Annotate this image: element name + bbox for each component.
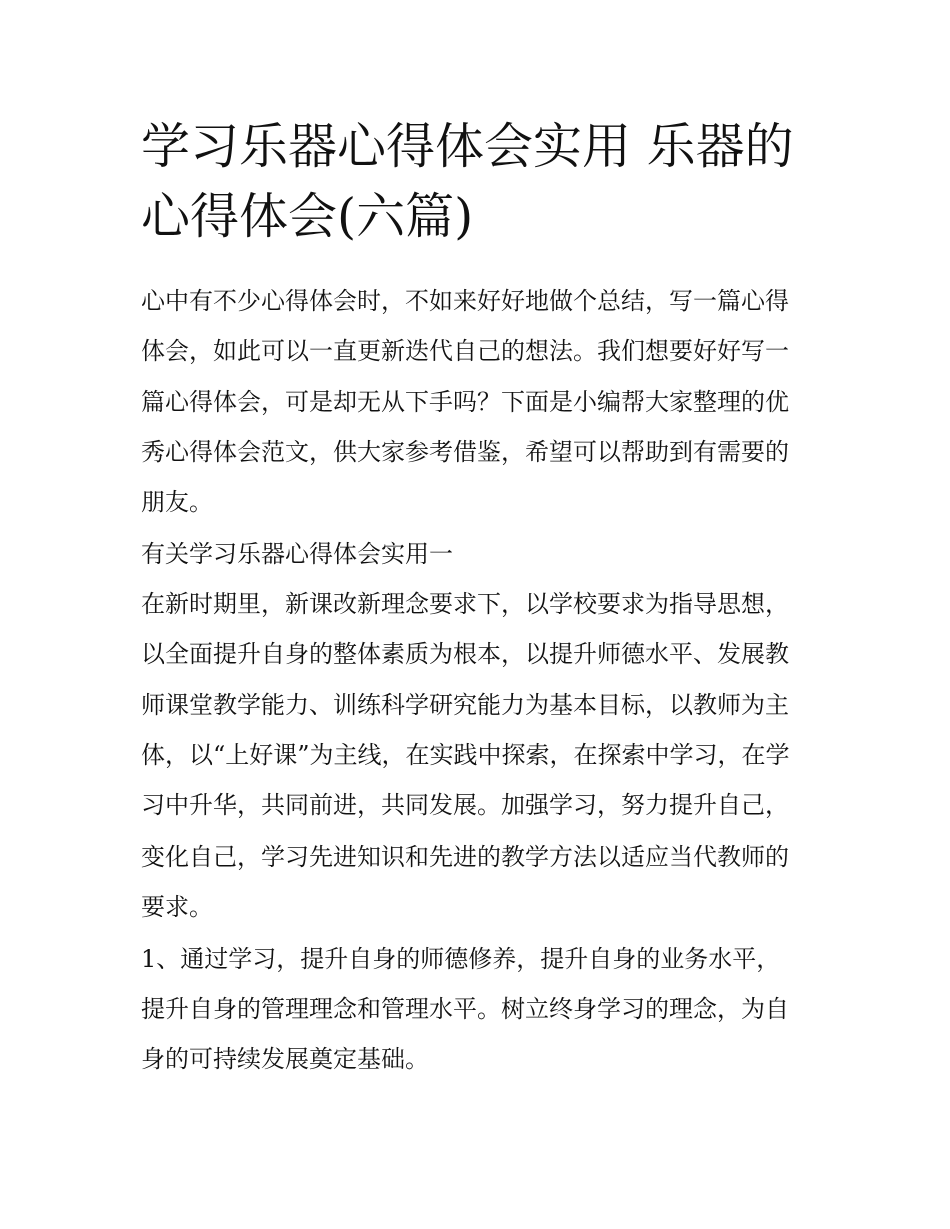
section-line: 体，以“上好课”为主线，在实践中探索，在探索中学习，在学: [141, 741, 790, 769]
section-line: 师课堂教学能力、训练科学研究能力为基本目标，以教师为主: [141, 691, 789, 719]
section-line: 习中升华，共同前进，共同发展。加强学习，努力提升自己，: [141, 791, 789, 819]
intro-line: 篇心得体会，可是却无从下手吗？下面是小编帮大家整理的优: [141, 388, 789, 416]
document-title: [141, 112, 821, 252]
item-line: 提升自身的管理理念和管理水平。树立终身学习的理念，为自: [141, 995, 789, 1023]
intro-line: 朋友。: [141, 488, 213, 516]
section-heading: 有关学习乐器心得体会实用一: [141, 540, 453, 568]
section-line: 在新时期里，新课改新理念要求下，以学校要求为指导思想，: [141, 590, 789, 618]
title-line: 心得体会(六篇): [141, 188, 474, 245]
intro-line: 秀心得体会范文，供大家参考借鉴，希望可以帮助到有需要的: [141, 438, 789, 466]
item-line: 身的可持续发展奠定基础。: [141, 1045, 429, 1073]
intro-line: 心中有不少心得体会时，不如来好好地做个总结，写一篇心得: [141, 287, 789, 315]
item-line: 1、通过学习，提升自身的师德修养，提升自身的业务水平，: [141, 945, 781, 973]
section-line: 要求。: [141, 893, 213, 921]
section-line: 变化自己，学习先进知识和先进的教学方法以适应当代教师的: [141, 843, 789, 871]
section-line: 以全面提升自身的整体素质为根本，以提升师德水平、发展教: [141, 640, 789, 668]
title-line: 学习乐器心得体会实用 乐器的: [141, 118, 794, 175]
intro-line: 体会，如此可以一直更新迭代自己的想法。我们想要好好写一: [141, 337, 789, 365]
